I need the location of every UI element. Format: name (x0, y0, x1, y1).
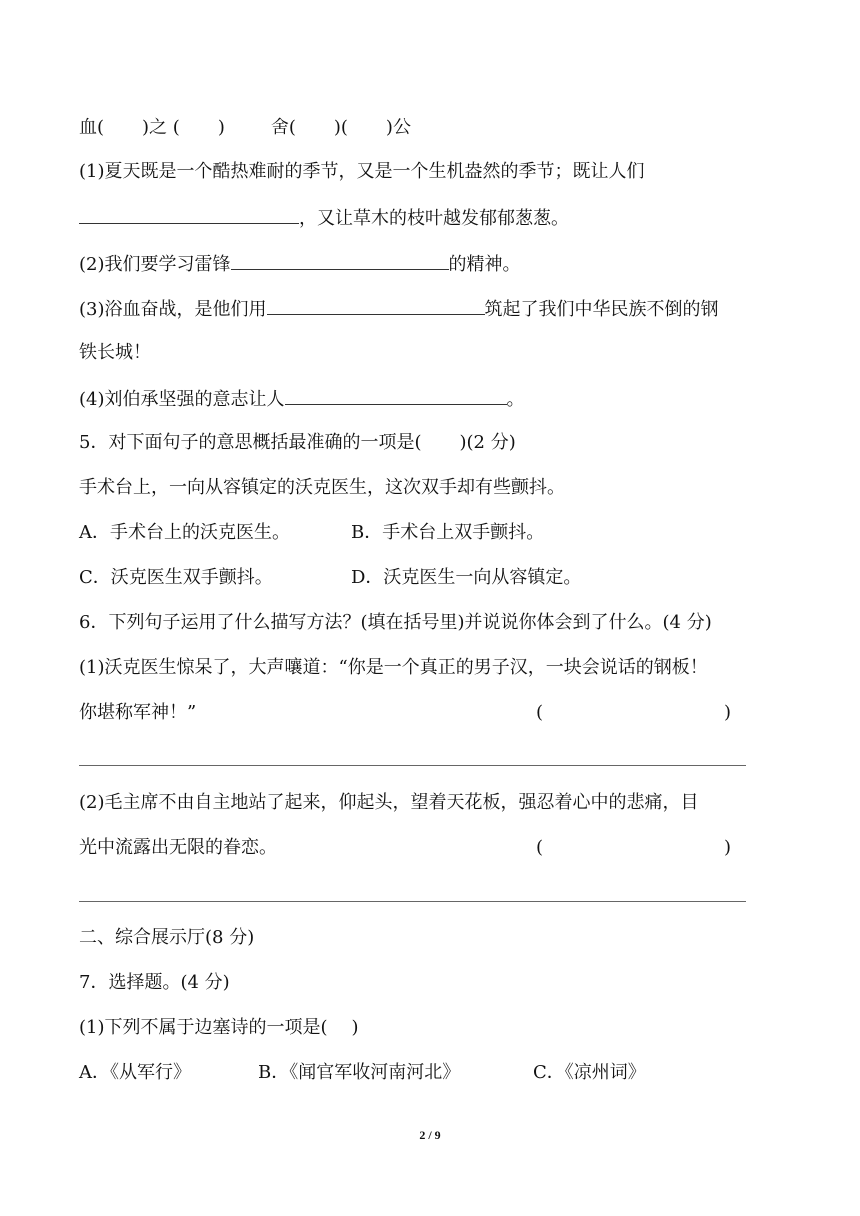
q4-sentence-4-tail: 。 (506, 389, 525, 410)
q5-stem (79, 431, 516, 455)
section-2-title: 二、综合展示厅(8 分) (79, 927, 255, 948)
q4-sentence-3-tail: 筑起了我们中华民族不倒的钢 (484, 299, 719, 320)
q5-option-b: B．手术台上双手颤抖。 (351, 522, 545, 543)
q4-sentence-4 (79, 386, 525, 412)
q4-sentence-1-tail: ，又让草木的枝叶越发郁郁葱葱。 (299, 208, 569, 229)
idiom-2-suffix: )公 (385, 117, 411, 138)
q7-option-c: C．《凉州词》 (533, 1062, 646, 1083)
idiom-1-suffix: ) (217, 117, 225, 138)
q4-sentence-2-blank[interactable] (231, 251, 449, 270)
q4-sentence-4-head: (4)刘伯承坚强的意志让人 (79, 389, 285, 410)
q6-sentence-2-line-2: 光中流露出无限的眷恋。 (79, 837, 277, 858)
q7-option-a: A．《从军行》 (79, 1062, 191, 1083)
q5-sentence: 手术台上，一向从容镇定的沃克医生，这次双手却有些颤抖。 (79, 477, 565, 498)
idiom-2-middle: )( (333, 117, 348, 138)
q4-sentence-2-tail: 的精神。 (448, 254, 521, 275)
q4-sentence-3-blank[interactable] (267, 296, 485, 315)
q6-sentence-1-line-1: (1)沃克医生惊呆了，大声嚷道：“你是一个真正的男子汉，一块会说话的钢板！ (79, 657, 708, 678)
q7-stem: 7．选择题。(4 分) (79, 972, 230, 993)
q6-sentence-2-answer-line[interactable] (79, 901, 746, 902)
q4-sentence-1-line-2 (79, 205, 569, 231)
q6-sentence-2-line-1: (2)毛主席不由自主地站了起来，仰起头，望着天花板，强忍着心中的悲痛，目 (79, 792, 699, 813)
q5-option-c: C．沃克医生双手颤抖。 (79, 567, 273, 588)
q5-option-a: A．手术台上的沃克医生。 (79, 522, 290, 543)
q6-sentence-1-answer-line[interactable] (79, 765, 746, 766)
q6-sentence-1-paren-close: ) (724, 702, 732, 723)
q4-sentence-3-line-2: 铁长城！ (79, 342, 151, 363)
idiom-1-middle: )之 ( (142, 117, 180, 138)
q5-option-d: D．沃克医生一向从容镇定。 (351, 567, 582, 588)
q6-sentence-1-line-2: 你堪称军神！” (79, 702, 197, 723)
q5-points: )(2 分) (459, 432, 516, 453)
q7-sentence-1-text: (1)下列不属于边塞诗的一项是( (79, 1017, 328, 1038)
q4-sentence-4-blank[interactable] (285, 386, 507, 405)
q7-option-b: B．《闻官军收河南河北》 (258, 1062, 461, 1083)
q5-stem-text: 5．对下面句子的意思概括最准确的一项是( (79, 432, 422, 453)
q7-sentence-1-close: ) (351, 1017, 359, 1038)
q4-sentence-3-head: (3)浴血奋战，是他们用 (79, 299, 267, 320)
idiom-1-prefix: 血( (79, 117, 105, 138)
q6-sentence-2-paren-close: ) (724, 837, 732, 858)
q4-sentence-1-line-1: (1)夏天既是一个酷热难耐的季节，又是一个生机盎然的季节；既让人们 (79, 161, 645, 182)
q6-sentence-2-paren-open: ( (536, 837, 544, 858)
q4-sentence-2-head: (2)我们要学习雷锋 (79, 254, 231, 275)
q6-stem: 6．下列句子运用了什么描写方法？(填在括号里)并说说你体会到了什么。(4 分) (79, 612, 712, 633)
q4-sentence-3-line-1 (79, 296, 719, 322)
idiom-2-prefix: 舍( (270, 117, 296, 138)
q4-sentence-2 (79, 251, 521, 277)
q6-sentence-1-paren-open: ( (536, 702, 544, 723)
page-number: 2 / 9 (419, 1128, 441, 1142)
q7-sentence-1 (79, 1016, 359, 1040)
q4-sentence-1-blank[interactable] (79, 205, 299, 224)
idioms-line (79, 116, 411, 140)
